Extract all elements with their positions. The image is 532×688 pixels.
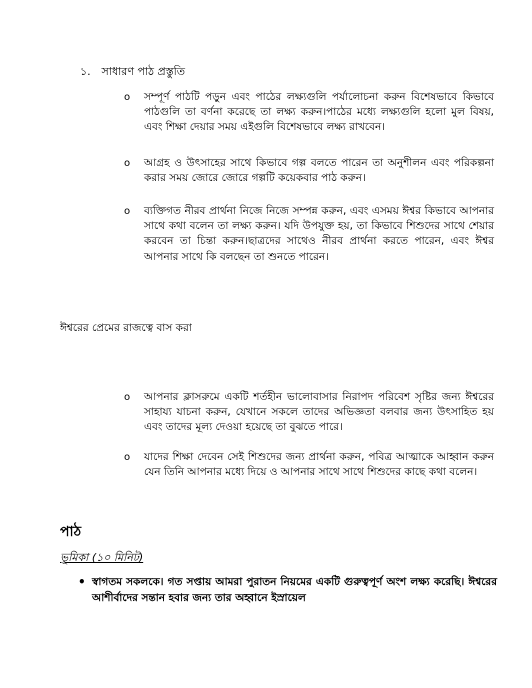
section-title: সাধারণ পাঠ প্রস্তুতি <box>101 65 186 78</box>
circle-bullet-icon: o <box>124 452 131 463</box>
prep-item-text: ব্যক্তিগত নীরব প্রার্থনা নিজে নিজে সম্পন্ন করুন, এবং এসময় ঈশ্বর কিভাবে আপনার সাথে কথা বলেন তা লক্ষ্য করুন। যদি উপযুক্ত হয়, তা কিভাবে শিশুদের সাথে শেয়ার করবেন তা চিন্তা করুন।ছাত্রদের সাথেও নীরব প্রার্থনা করতে পারেন, এবং ঈশ্বর আপনার সাথে কি বলছেন তা শুনতে পারেন। <box>144 205 494 263</box>
circle-bullet-icon: o <box>124 92 131 103</box>
kingdom-item <box>124 390 494 436</box>
prep-item-text: সম্পূর্ণ পাঠটি পড়ুন এবং পাঠের লক্ষ্যগুলি পর্যালোচনা করুন বিশেষভাবে কিভাবে পাঠগুলি তা বর্ণনা করেছে তা লক্ষ্য করুন।পাঠের মধ্যে লক্ষ্যগুলি হলো মুল বিষয়, এবং শিক্ষা দেয়ার সময় এইগুলি বিশেষভাবে লক্ষ্য রাখবেন। <box>144 91 494 134</box>
kingdom-item-text: আপনার ক্লাসরুমে একটি শর্তহীন ভালোবাসার নিরাপদ পরিবেশ সৃষ্টির জন্য ঈশ্বরের সাহায্য যাচনা করুন, যেখানে সকলে তাদের অভিজ্ঞতা বলবার জন্য উৎসাহিত হয় এবং তাদের মূল্য দেওয়া হয়েছে তা বুঝতে পারে। <box>144 391 494 434</box>
circle-bullet-icon: o <box>124 158 131 169</box>
prep-item <box>124 156 494 186</box>
intro-bullet <box>78 574 497 606</box>
lesson-heading: পাঠ <box>60 524 82 540</box>
circle-bullet-icon: o <box>124 392 131 403</box>
bullet-dot-icon: • <box>78 575 86 589</box>
section-number: ১. <box>80 65 91 78</box>
section-heading <box>80 64 185 80</box>
intro-bullet-text: স্বাগতম সকলকে। গত সপ্তায় আমরা পুরাতন নিয়মের একটি গুরুত্বপূর্ণ অংশ লক্ষ্য করেছি। ঈশ্বরের আশীর্বাদের সন্তান হবার জন্য তার অহ্বানে ইস্রায়েল <box>92 576 497 604</box>
prep-item <box>124 90 494 136</box>
prep-item-text: আগ্রহ ও উৎসাহের সাথে কিভাবে গল্প বলতে পারেন তা অনুশীলন এবং পরিকল্পনা করার সময় জোরে জোরে গল্পটি কয়েকবার পাঠ করুন। <box>144 157 494 185</box>
intro-label: ভূমিকা (১০ মিনিট) <box>60 551 144 564</box>
kingdom-line: ঈশ্বরের প্রেমের রাজত্বে বাস করা <box>60 322 192 334</box>
kingdom-item <box>124 450 494 480</box>
kingdom-item-text: যাদের শিক্ষা দেবেন সেই শিশুদের জন্য প্রার্থনা করুন, পবিত্র আত্মাকে আহ্বান করুন যেন তিনি আপনার মধ্যে দিয়ে ও আপনার সাথে সাথে শিশুদের কাছে কথা বলেন। <box>144 451 494 479</box>
prep-item <box>124 204 494 265</box>
circle-bullet-icon: o <box>124 206 131 217</box>
